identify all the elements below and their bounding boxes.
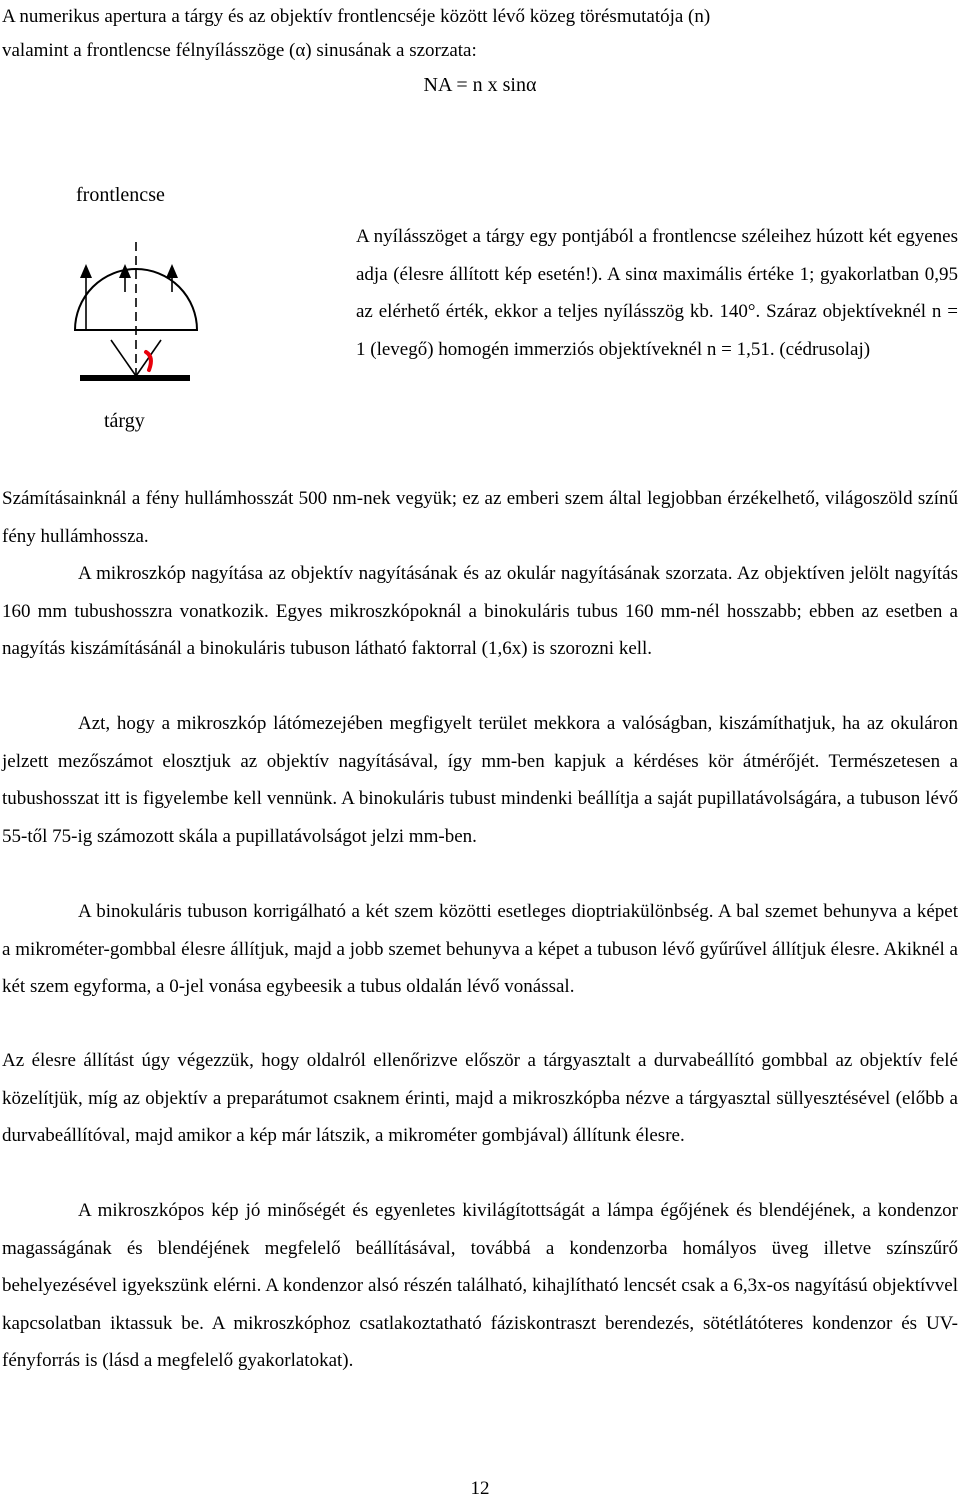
targy-label: tárgy bbox=[104, 410, 145, 432]
focusing-paragraph: Az élesre állítást úgy végezzük, hogy oldalról ellenőrizve először a tárgyasztalt a durvabeállító gombbal az objektív felé közelítjük, míg az objektív a preparátumot csaknem érinti, majd a mikroszkópba nézve a tárgyasztal süllyesztésével (előbb a durvabeállítóval, majd amikor a kép már látszik, a mikrométer gombjával) állítunk élesre. bbox=[2, 1050, 958, 1146]
intro-line-2: valamint a frontlencse félnyílásszöge (α) sinusának a szorzata: bbox=[2, 40, 477, 61]
image-quality-paragraph: A mikroszkópos kép jó minőségét és egyenletes kivilágítottságát a lámpa égőjének és blendéjének, a kondenzor magasságának és blendéjének megfelelő beállításával, továbbá a kondenzorba homályos üveg illetve színszűrő behelyezésével igyekszünk elérni. A kondenzor alsó részén található, kihajlítható lencsét csak a 6,3x-os nagyítású objektívvel kapcsolatban iktassuk be. A mikroszkóphoz csatlakoztatható fáziskontraszt berendezés, sötétlátóteres kondenzor és UV-fényforrás is (lásd a megfelelő gyakorlatokat). bbox=[2, 1200, 958, 1371]
binocular-paragraph: A binokuláris tubuson korrigálható a két szem közötti esetleges dioptriakülönbség. A bal szemet behunyva a képet a mikrométer-gombbal élesre állítjuk, majd a jobb szemet behunyva a képet a tubuson lévő gyűrűvel állítjuk élesre. Akiknél a két szem egyforma, a 0-jel vonása egybeesik a tubus oldalán lévő vonással. bbox=[2, 901, 958, 997]
intro-paragraph bbox=[2, 0, 958, 68]
numerical-aperture-paragraph: A nyílásszöget a tárgy egy pontjából a frontlencse széleihez húzott két egyenes adja (élesre állított kép esetén!). A sinα maximális értéke 1; gyakorlatban 0,95 az elérhető érték, ekkor a teljes nyílásszög kb. 140°. Száraz objektíveknél n = 1 (levegő) homogén immerziós objektíveknél n = 1,51. (cédrusolaj) bbox=[356, 226, 958, 360]
ray-left bbox=[111, 340, 136, 376]
field-of-view-paragraph: Azt, hogy a mikroszkóp látómezejében megfigyelt terület mekkora a valóságban, kiszámíthatjuk, ha az okuláron jelzett mezőszámot elosztjuk az objektív nagyításával, így mm-ben kapjuk a kérdéses kör átmérőjét. Természetesen a tubushosszat itt is figyelembe kell vennünk. A binokuláris tubust mindenki beállítja a saját pupillatávolságára, a tubuson lévő 55-től 75-ig számozott skála a pupillatávolságot jelzi mm-ben. bbox=[2, 713, 958, 847]
arrow-left-head bbox=[80, 264, 92, 278]
frontlencse-label: frontlencse bbox=[76, 184, 165, 206]
magnification-paragraph: A mikroszkóp nagyítása az objektív nagyításának és az okulár nagyításának szorzata. Az objektíven jelölt nagyítás 160 mm tubushosszra vonatkozik. Egyes mikroszkópoknál a binokuláris tubus 160 mm-nél hosszabb; ebben az esetben a nagyítás kiszámításánál a binokuláris tubuson látható faktorral (1,6x) is szorozni kell. bbox=[2, 563, 958, 659]
arrow-right-head bbox=[166, 264, 178, 278]
intro-line-1: A numerikus apertura a tárgy és az objektív frontlencséje között lévő közeg törésmutatója (n) bbox=[2, 6, 711, 27]
object-slide bbox=[80, 375, 190, 381]
lens-diagram bbox=[70, 230, 230, 390]
page-number: 12 bbox=[470, 1478, 490, 1499]
na-formula: NA = n x sinα bbox=[423, 74, 537, 96]
wavelength-paragraph: Számításainknál a fény hullámhosszát 500 nm-nek vegyük; ez az emberi szem által legjobban érzékelhető, világoszöld színű fény hullámhossza. bbox=[2, 488, 958, 547]
